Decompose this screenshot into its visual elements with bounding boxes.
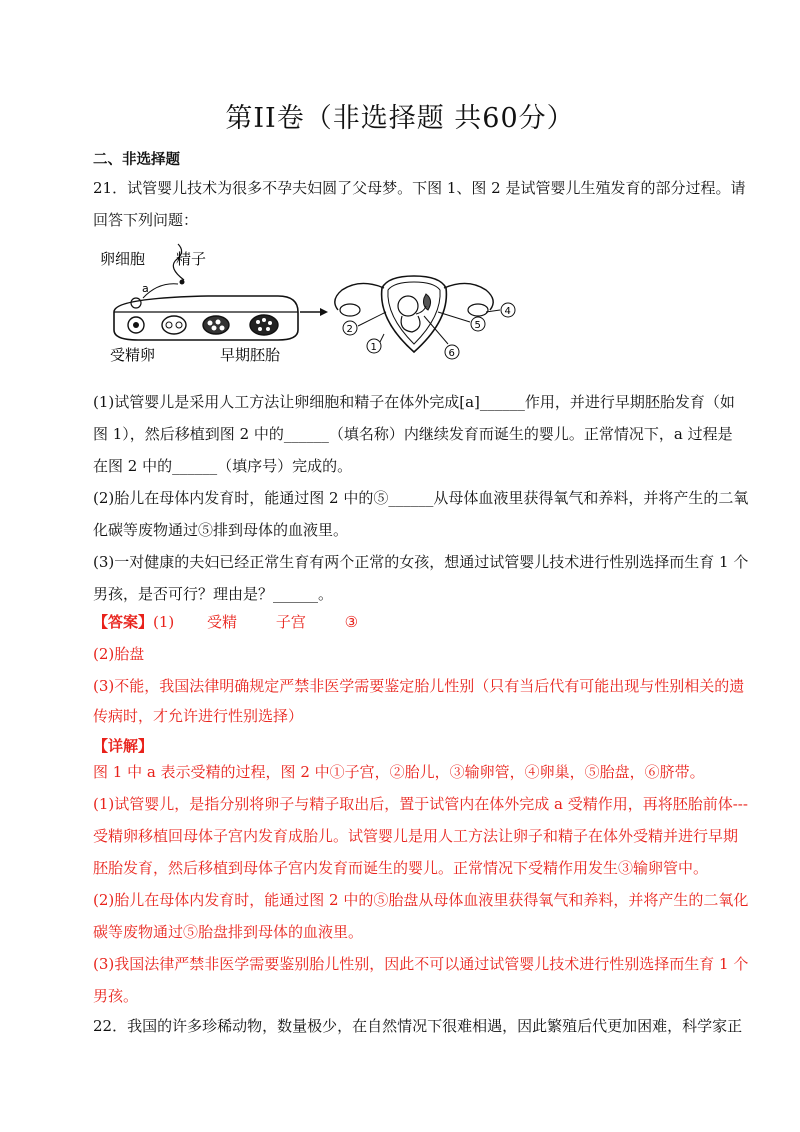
answer1-item-3: ③ bbox=[344, 613, 359, 631]
page-title: 第II卷（非选择题 共60分） bbox=[225, 103, 575, 134]
answer2: (2)胎盘 bbox=[93, 645, 145, 663]
figure2-uterus bbox=[335, 276, 515, 359]
q21-part2-line1: (2)胎儿在母体内发育时，能通过图 2 中的⑤______从母体血液里获得氧气和养料，并将产生的二氧 bbox=[93, 489, 749, 507]
detail1-line2: 受精卵移植回母体子宫内发育成胎儿。试管婴儿是用人工方法让卵子和精子在体外受精并进行早期 bbox=[93, 827, 739, 845]
q21-stem-line2: 回答下列问题： bbox=[93, 211, 199, 229]
q21-part1-line2: 图 1），然后移植到图 2 中的______（填名称）内继续发育而诞生的婴儿。正常情况下，a 过程是 bbox=[93, 425, 733, 443]
q21-part1-line1: (1)试管婴儿是采用人工方法让卵细胞和精子在体外完成[a]______作用，并进行早期胚胎发育（如 bbox=[93, 393, 735, 411]
answer-label: 【答案】 bbox=[93, 613, 154, 631]
label-zygote: 受精卵 bbox=[110, 346, 156, 364]
q21-figure bbox=[98, 240, 538, 375]
label-1: 1 bbox=[370, 342, 377, 353]
detail1-line3: 胚胎发育，然后移植到母体子宫内发育而诞生的婴儿。正常情况下受精作用发生③输卵管中。 bbox=[93, 859, 709, 877]
label-egg: 卵细胞 bbox=[100, 250, 146, 268]
q22-stem-line1: 22．我国的许多珍稀动物，数量极少，在自然情况下很难相遇，因此繁殖后代更加困难，科学家正 bbox=[93, 1017, 743, 1035]
detail3-line2: 男孩。 bbox=[93, 987, 139, 1005]
detail-label: 【详解】 bbox=[93, 737, 154, 755]
ovary bbox=[468, 304, 488, 316]
placenta bbox=[424, 294, 431, 310]
q21-stem-line1: 21．试管婴儿技术为很多不孕夫妇圆了父母梦。下图 1、图 2 是试管婴儿生殖发育的部分过程。请 bbox=[93, 179, 746, 197]
answer1-item-1: 受精 bbox=[207, 613, 238, 631]
detail2-line1: (2)胎儿在母体内发育时，能通过图 2 中的⑤胎盘从母体血液里获得氧气和养料，并将产生的二氧化 bbox=[93, 891, 749, 909]
answer3-line1: (3)不能，我国法律明确规定严禁非医学需要鉴定胎儿性别（只有当后代有可能出现与性别相关的遗 bbox=[93, 677, 745, 695]
q21-part3-line1: (3)一对健康的夫妇已经正常生育有两个正常的女孩，想通过试管婴儿技术进行性别选择而生育 1 个 bbox=[93, 553, 749, 571]
label-5: 5 bbox=[474, 320, 481, 331]
answer3-line2: 传病时，才允许进行性别选择） bbox=[93, 707, 304, 725]
figure1-dish bbox=[100, 244, 298, 364]
label-sperm: 精子 bbox=[176, 250, 207, 268]
q21-part1-line3: 在图 2 中的______（填序号）完成的。 bbox=[93, 457, 353, 475]
detail1-line1: (1)试管婴儿，是指分别将卵子与精子取出后，置于试管内在体外完成 a 受精作用，再将胚胎前体--- bbox=[93, 795, 748, 813]
label-4: 4 bbox=[504, 306, 511, 317]
label-6: 6 bbox=[448, 348, 455, 359]
arrow-icon bbox=[320, 308, 328, 316]
egg-cell bbox=[131, 298, 141, 308]
four-cell-embryo bbox=[203, 316, 229, 334]
label-early-embryo: 早期胚胎 bbox=[220, 346, 281, 364]
q21-part3-line2: 男孩，是否可行？理由是？______。 bbox=[93, 585, 334, 603]
answer-line1 bbox=[93, 612, 708, 632]
answer1-prefix: (1) bbox=[153, 613, 175, 631]
label-2: 2 bbox=[346, 324, 353, 335]
section-heading: 二、非选择题 bbox=[93, 152, 180, 168]
detail-line1: 图 1 中 a 表示受精的过程，图 2 中①子宫，②胎儿，③输卵管，④卵巢，⑤胎盘，⑥脐带。 bbox=[93, 763, 705, 781]
answer1-item-2: 子宫 bbox=[275, 613, 306, 631]
fetus bbox=[398, 296, 418, 316]
label-a: a bbox=[142, 282, 149, 295]
detail3-line1: (3)我国法律严禁非医学需要鉴别胎儿性别，因此不可以通过试管婴儿技术进行性别选择而生育 1 个 bbox=[93, 955, 749, 973]
detail2-line2: 碳等废物通过⑤胎盘排到母体的血液里。 bbox=[93, 923, 364, 941]
q21-part2-line2: 化碳等废物通过⑤排到母体的血液里。 bbox=[93, 521, 349, 539]
